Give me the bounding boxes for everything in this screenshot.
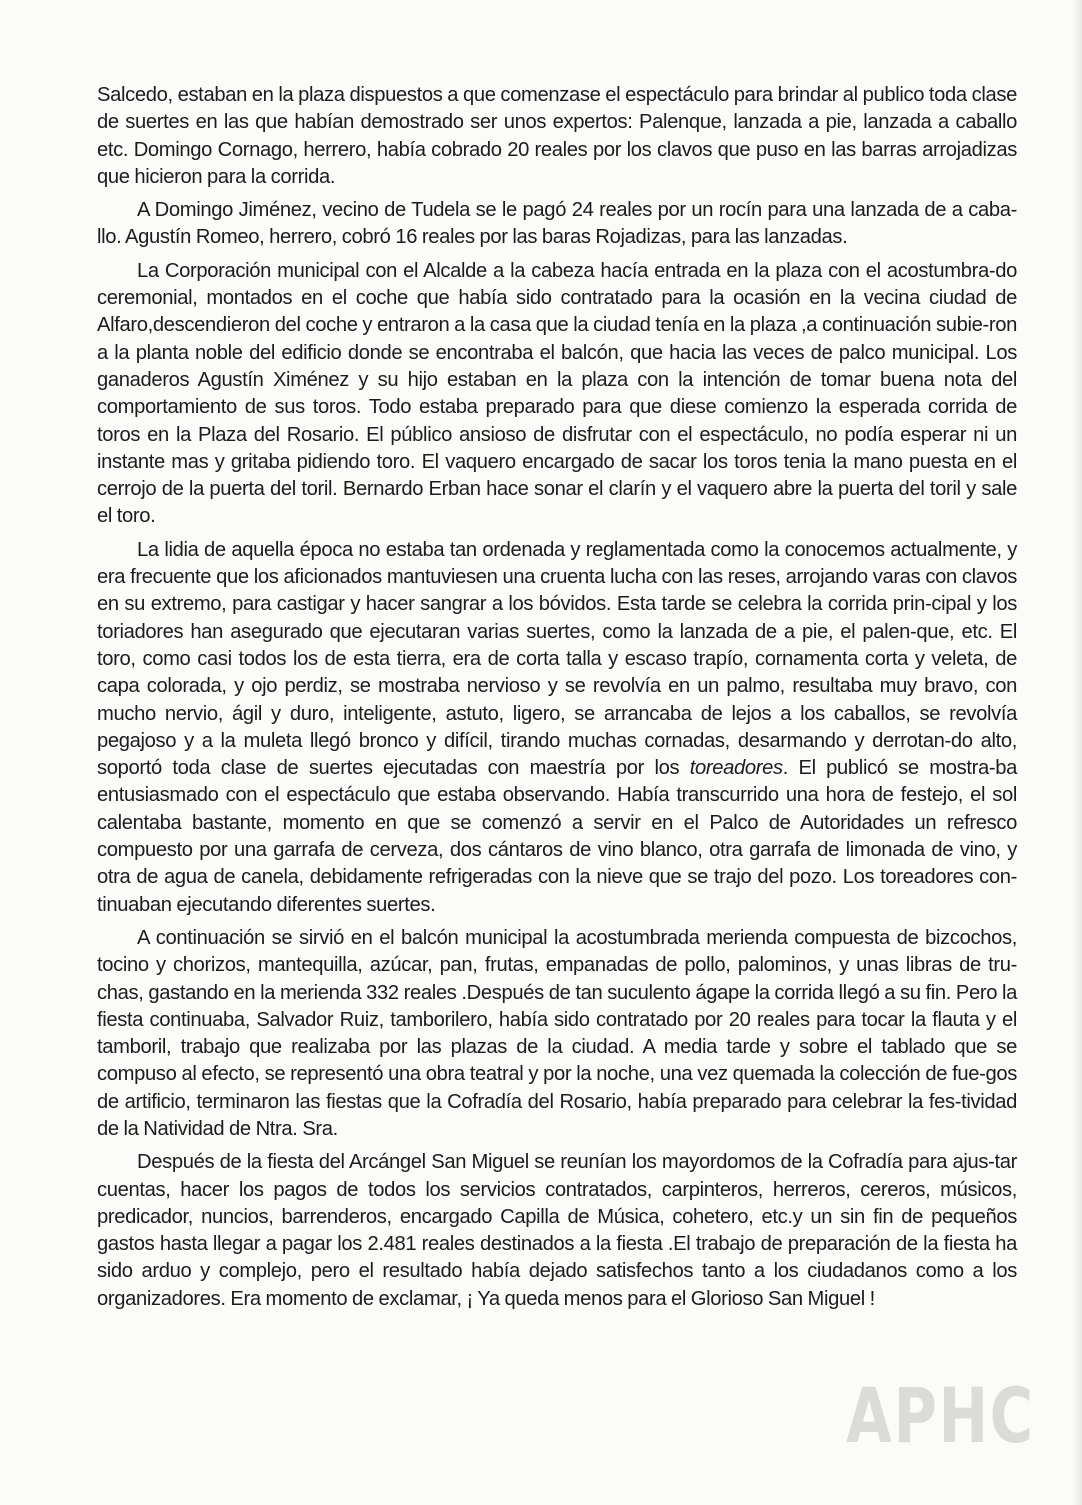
- paragraph-2: A Domingo Jiménez, vecino de Tudela se le pagó 24 reales por un rocín para una lanzada de a caba-llo. Agustín Romeo, herrero, cobró 16 reales por las baras Rojadizas, para las lanzadas.: [97, 199, 1017, 249]
- page-edge-shadow: [1072, 0, 1082, 1505]
- paragraph-4-italic: toreadores: [689, 757, 783, 780]
- paragraph-1: Salcedo, estaban en la plaza dispuestos a que comenzase el espectáculo para brindar al publico toda clase de suertes en las que habían demostrado ser unos expertos: Palenque, lanzada a pie, lanzada a caballo etc. Domingo Cornago, herrero, había cobrado 20 reales por los clavos que puso en las barras arrojadizas que hicieron para la corrida.: [97, 84, 1017, 188]
- paragraph-5: A continuación se sirvió en el balcón municipal la acostumbrada merienda compuesta de bizcochos, tocino y chorizos, mantequilla, azúcar, pan, frutas, empanadas de pollo, palominos, y unas libras de tru-chas, gastando en la merienda 332 reales .Después de tan suculento ágape la corrida llegó a su fin. Pero la fiesta continuaba, Salvador Ruiz, tamborilero, había sido contratado por 20 reales para tocar la flauta y el tamboril, trabajo que realizaba por las plazas de la ciudad. A media tarde y sobre el tablado que se compuso al efecto, se representó una obra teatral y por la noche, una vez quemada la colección de fue-gos de artificio, terminaron las fiestas que la Cofradía del Rosario, había preparado para celebrar la fes-tividad de la Natividad de Ntra. Sra.: [97, 926, 1017, 1140]
- paragraph-6: Después de la fiesta del Arcángel San Miguel se reunían los mayordomos de la Cofradía para ajus-tar cuentas, hacer los pagos de todos los servicios contratados, carpinteros, herreros, cereros, músicos, predicador, nuncios, barrenderos, encargado Capilla de Música, cohetero, etc.y un sin fin de pequeños gastos hasta llegar a pagar los 2.481 reales destinados a la fiesta .El trabajo de preparación de la fiesta ha sido arduo y complejo, pero el resultado había dejado satisfechos tanto a los ciudadanos como a los organizadores. Era momento de exclamar, ¡ Ya queda menos para el Glorioso San Miguel !: [97, 1151, 1017, 1310]
- aphc-watermark-logo: APHC: [846, 1370, 1035, 1460]
- paragraph-3: La Corporación municipal con el Alcalde a la cabeza hacía entrada en la plaza con el acostumbra-do ceremonial, montados en el coche que había sido contratado para la ocasión en la vecina ciudad de Alfaro,descendieron del coche y entraron a la casa que la ciudad tenía en la plaza ,a continuación subie-ron a la planta noble del edificio donde se encontraba el balcón, que hacia las veces de palco municipal. Los ganaderos Agustín Ximénez y su hijo estaban en la plaza con la intención de tomar buena nota del comportamiento de sus toros. Todo estaba preparado para que diese comienzo la esperada corrida de toros en la Plaza del Rosario. El público ansioso de disfrutar con el espectáculo, no podía esperar ni un instante mas y gritaba pidiendo toro. El vaquero encargado de sacar los toros tenia la mano puesta en el cerrojo de la puerta del toril. Bernardo Erban hace sonar el clarín y el vaquero abre la puerta del toril y sale el toro.: [97, 259, 1017, 528]
- paragraph-4-text-b: . El publicó se mostra-ba entusiasmado con el espectáculo que estaba observando. Había transcurrido una hora de festejo, el sol calentaba bastante, momento en que se comenzó a servir en el Palco de Autoridades un refresco compuesto por una garrafa de cerveza, dos cántaros de vino blanco, otra garrafa de limonada de vino, y otra de agua de canela, debidamente refrigeradas con la nieve que se trajo del pozo. Los toreadores con-tinuaban ejecutando diferentes suertes.: [97, 757, 1018, 916]
- paragraph-4: [97, 537, 1017, 919]
- paragraph-4-text-a: La lidia de aquella época no estaba tan ordenada y reglamentada como la conocemos actualmente, y era frecuente que los aficionados mantuviesen una cruenta lucha con las reses, arrojando varas con clavos en su extremo, para castigar y hacer sangrar a los bóvidos. Esta tarde se celebra la corrida prin-cipal y los toriadores han asegurado que ejecutaran varias suertes, como la lanzada de a pie, el palen-que, etc. El toro, como casi todos los de esta tierra, era de corta talla y escaso trapío, cornamenta corta y veleta, de capa colorada, y ojo perdiz, se mostraba nervioso y se revolvía en un palmo, resultaba muy bravo, con mucho nervio, ágil y duro, inteligente, astuto, ligero, se arrancaba de lejos a los caballos, se revolvía pegajoso y a la muleta llegó bronco y difícil, tirando muchas cornadas, desarmando y derrotan-do alto, soportó toda clase de suertes ejecutadas con maestría por los: [97, 538, 1017, 780]
- document-body: [97, 82, 1017, 1319]
